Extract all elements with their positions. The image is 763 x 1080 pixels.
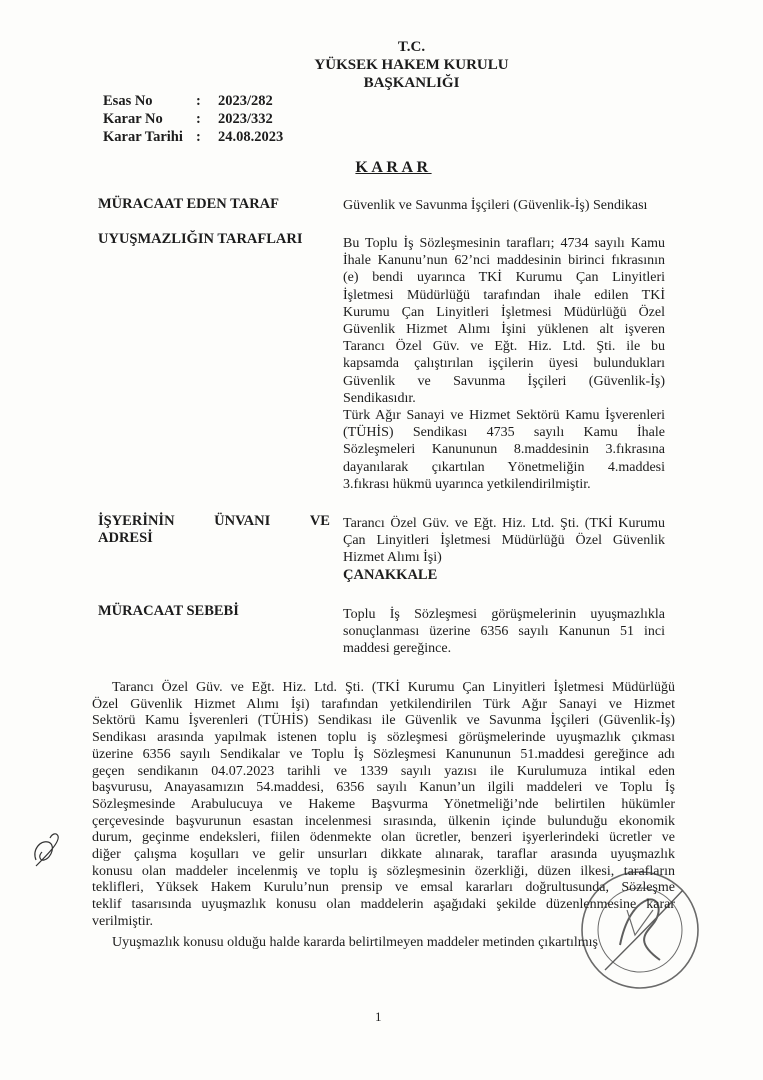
document-title: KARAR <box>355 159 432 176</box>
isyeri-value: Tarancı Özel Güv. ve Eğt. Hiz. Ltd. Şti. (TKİ Kurumu Çan Linyitleri İşletmesi Müdürlüğü Özel Güvenlik Hizmet Alımı İşi) ÇANAKKALE <box>343 516 665 583</box>
decision-paragraph: Tarancı Özel Güv. ve Eğt. Hiz. Ltd. Şti. (TKİ Kurumu Çan Linyitleri İşletmesi Müdürlüğü Özel Güvenlik Hizmet Alımı İşi) tarafından yetkilendirilen Türk Ağır Sanayi ve Hizmet Sektörü Kamu İşverenleri (TÜHİS) Sendikası ile Güvenlik ve Savunma İşçileri (Güvenlik-İş) Sendikası arasında yapılmak istenen toplu iş sözleşmesi görüşmelerinde uyuşmazlık çıkması üzerine 6356 sayılı Sendikalar ve Toplu İş Sözleşmesi Kanununun 51.maddesi gereğince adı geçen sendikanın 04.07.2023 tarihli ve 1339 sayılı yazısı ile Kurulumuza intikal eden başvurusu, Anayasamızın 54.maddesi, 6356 sayılı Kanun’un ilgili maddeleri ve Toplu İş Sözleşmesinde Arabulucuya ve Hakeme Başvurma Yönetmeliği’nde belirtilen hükümler çerçevesinde başvurunun esastan incelenmesi sırasında, ülkenin içinde bulunduğu ekonomik durum, geçinme endeksleri, fiilen ödenmekte olan ücretler, benzeri işyerlerindeki ücretler ve diğer çalışma koşulları ve gelir unsurları dikkate alınarak, taraflar arasında uyuşmazlık konusu olan maddeler incelenmiş ve toplu iş sözleşmesinin özerkliği, düzen ilkesi, tarafların teklifleri, Yüksek Hakem Kurulu’nun prensip ve emsal kararları doğrultusunda, Sözleşme teklif tasarısında uyuşmazlık konusu olan maddelerin aşağıdaki şekilde düzenlenmesine karar verilmiştir. <box>92 680 675 929</box>
official-seal-icon <box>565 850 705 1010</box>
closing-paragraph: Uyuşmazlık konusu olduğu halde kararda belirtilmeyen maddeler metinden çıkartılmış <box>112 935 598 950</box>
muracaat-sebebi-value: Toplu İş Sözleşmesi görüşmelerinin uyuşmazlıkla sonuçlanması üzerine 6356 sayılı Kanunun 51 inci maddesi gereğince. <box>343 607 665 657</box>
meta-karar-no: Karar No : 2023/332 <box>103 111 273 127</box>
muracaat-eden-label: MÜRACAAT EDEN TARAF <box>98 196 279 212</box>
meta-karar-tarihi: Karar Tarihi : 24.08.2023 <box>103 129 284 145</box>
header-line-kurul: YÜKSEK HAKEM KURULU <box>314 57 509 73</box>
muracaat-eden-value: Güvenlik ve Savunma İşçileri (Güvenlik-İş) Sendikası <box>343 198 648 213</box>
karar-tarihi-value: 24.08.2023 <box>218 129 284 145</box>
muracaat-sebebi-label: MÜRACAAT SEBEBİ <box>98 603 239 619</box>
esas-no-value: 2023/282 <box>218 93 273 109</box>
taraflar-value: Bu Toplu İş Sözleşmesinin tarafları; 4734 sayılı Kamu İhale Kanunu’nun 62’nci maddesinin birinci fıkrasının (e) bendi uyarınca TKİ Kurumu Çan Linyitleri İşletmesi Müdürlüğü tarafından ihale edilen TKİ Kurumu Çan Linyitleri İşletmesi Müdürlüğü Özel Güvenlik Hizmet Alımı İşini yüklenen alt işveren Tarancı Özel Güv. ve Eğt. Hiz. Ltd. Şti. ile bu kapsamda çalıştırılan işçilerin üyesi bulundukları Güvenlik ve Savunma İşçileri (Güvenlik-İş) Sendikasıdır. Türk Ağır Sanayi ve Hizmet Sektörü Kamu İşverenleri (TÜHİS) Sendikası 4735 sayılı Kamu İhale Sözleşmeleri Kanununun 8.maddesinin 3.fıkrasına dayanılarak çıkartılan Yönetmeliğin 4.maddesi 3.fıkrası hükmü uyarınca yetkilendirilmiştir. <box>343 236 665 492</box>
karar-no-value: 2023/332 <box>218 111 273 127</box>
page-number: 1 <box>375 1009 382 1024</box>
handwritten-initial-icon <box>30 830 64 870</box>
header-line-tc: T.C. <box>397 39 426 55</box>
meta-esas-no: Esas No : 2023/282 <box>103 93 273 109</box>
header-line-baskanlik: BAŞKANLIĞI <box>363 75 460 91</box>
isyeri-label: İŞYERİNİN ÜNVANI VE ADRESİ <box>98 513 330 546</box>
taraflar-label: UYUŞMAZLIĞIN TARAFLARI <box>98 231 303 247</box>
isyeri-city: ÇANAKKALE <box>343 566 438 583</box>
